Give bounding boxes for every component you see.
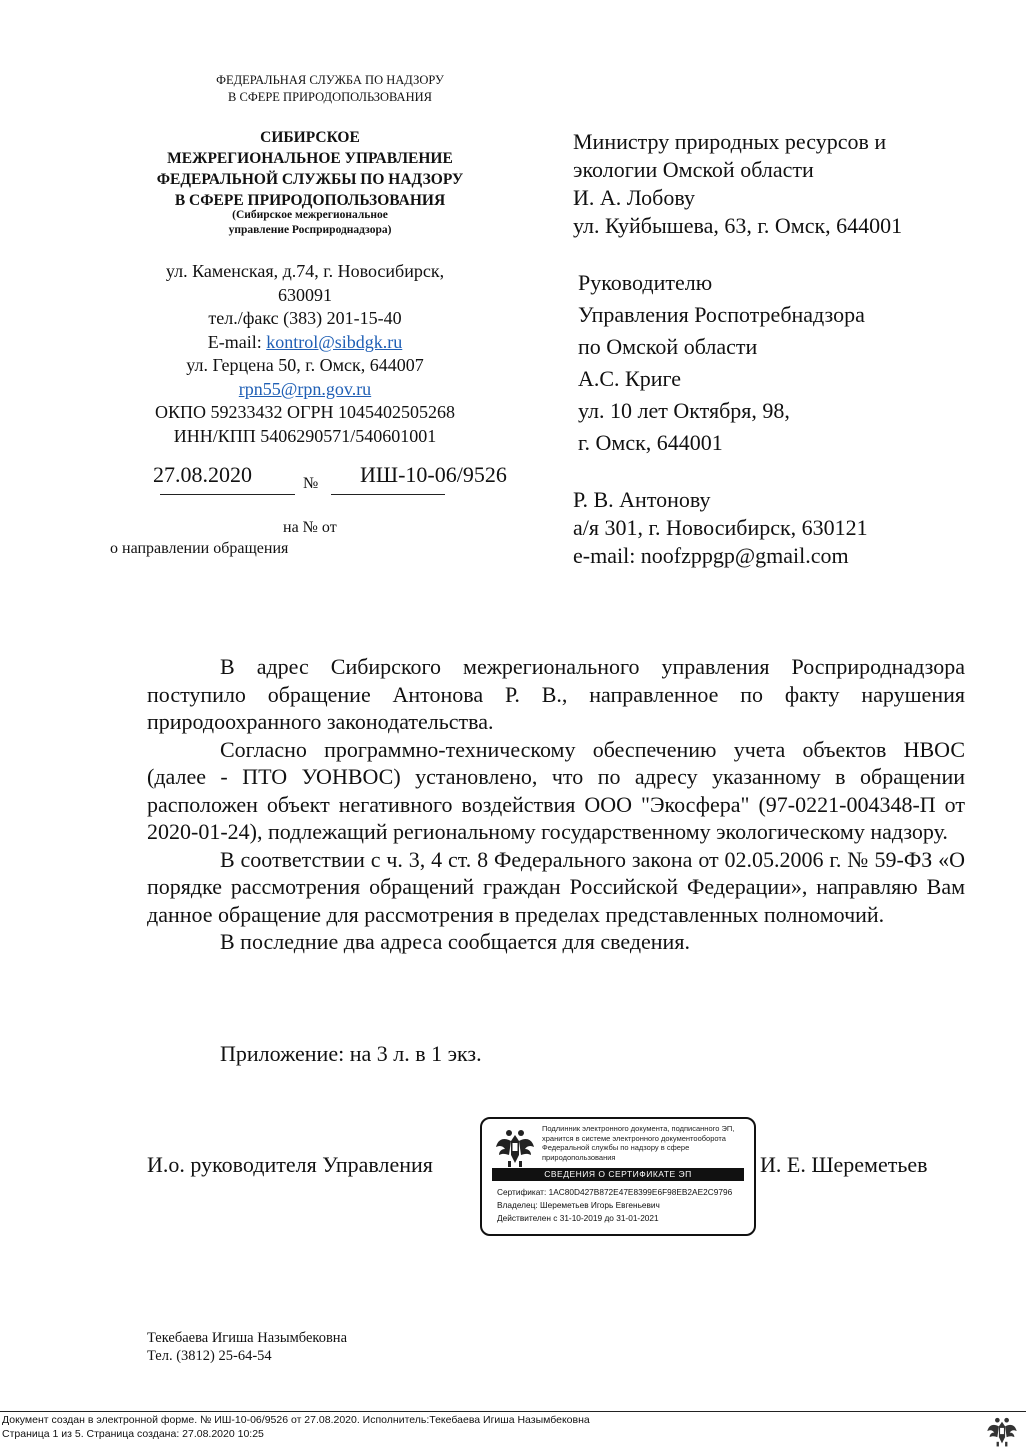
organization-name-line: СИБИРСКОЕ — [260, 129, 360, 146]
email-link-rpn55[interactable]: rpn55@rpn.gov.ru — [238, 378, 372, 399]
number-sign: № — [303, 475, 319, 492]
footer-divider — [0, 1411, 1026, 1412]
appendix-note: Приложение: на 3 л. в 1 экз. — [220, 1041, 482, 1066]
addressee-ministry — [573, 128, 902, 240]
addressee-line: Руководителю — [578, 270, 713, 295]
email-line — [100, 331, 510, 355]
organization-name-line: МЕЖРЕГИОНАЛЬНОЕ УПРАВЛЕНИЕ — [167, 150, 453, 167]
certificate-number: Сертификат: 1AC80D427B872E47E8399E6F98EB2AE2C9796 — [497, 1187, 733, 1197]
organization-short-name — [110, 208, 510, 238]
addressee-line: а/я 301, г. Новосибирск, 630121 — [573, 515, 868, 540]
number-underline — [331, 494, 445, 495]
organization-contacts — [100, 260, 510, 448]
agency-header — [130, 72, 530, 106]
executor-name: Текебаева Игиша Назымбековна — [147, 1330, 348, 1346]
addressee-line: г. Омск, 644001 — [578, 430, 723, 455]
organization-name-line: В СФЕРЕ ПРИРОДОПОЛЬЗОВАНИЯ — [174, 192, 446, 209]
footer-document-info: Документ создан в электронной форме. № ИШ-10-06/9526 от 27.08.2020. Исполнитель:Текебаева Игиша Назымбековна — [2, 1414, 590, 1426]
footer-page-info: Страница 1 из 5. Страница создана: 27.08.2020 10:25 — [2, 1428, 264, 1440]
certificate-validity: Действителен с 31-10-2019 до 31-01-2021 — [497, 1213, 659, 1223]
agency-header-line: ФЕДЕРАЛЬНАЯ СЛУЖБА ПО НАДЗОРУ — [216, 73, 444, 87]
agency-header-line: В СФЕРЕ ПРИРОДОПОЛЬЗОВАНИЯ — [228, 90, 432, 104]
addressee-line: Управления Роспотребнадзора — [578, 302, 865, 327]
omsk-address: ул. Герцена 50, г. Омск, 644007 — [186, 355, 424, 375]
organization-name-line: ФЕДЕРАЛЬНОЙ СЛУЖБЫ ПО НАДЗОРУ — [156, 171, 464, 188]
addressee-line: ул. Куйбышева, 63, г. Омск, 644001 — [573, 213, 903, 238]
executor-phone: Тел. (3812) 25-64-54 — [147, 1348, 272, 1364]
addressee-line: Министру природных ресурсов и — [573, 129, 887, 154]
signer-title: И.о. руководителя Управления — [147, 1152, 433, 1177]
email-label: E-mail: — [207, 331, 267, 352]
letter-subject: о направлении обращения — [110, 540, 289, 557]
addressee-line: И. А. Лобову — [573, 185, 695, 210]
executor-info — [147, 1329, 347, 1365]
email-line-2 — [100, 378, 510, 402]
registration-date: 27.08.2020 — [153, 462, 252, 487]
stamp-note: Подлинник электронного документа, подписанного ЭП, хранится в системе электронного документооборота Федеральной службы по надзору в сфере природопользования — [542, 1124, 735, 1162]
signer-name: И. Е. Шереметьев — [760, 1152, 928, 1177]
addressee-line: Р. В. Антонову — [573, 487, 711, 512]
addressee-applicant — [573, 486, 868, 570]
okpo-ogrn: ОКПО 59233432 ОГРН 1045402505268 — [155, 402, 455, 422]
certificate-owner: Владелец: Шереметьев Игорь Евгеньевич — [497, 1200, 660, 1210]
address-line: ул. Каменская, д.74, г. Новосибирск, — [165, 261, 445, 281]
inn-kpp: ИНН/КПП 5406290571/540601001 — [173, 425, 437, 446]
date-underline — [160, 494, 295, 495]
body-paragraph: В соответствии с ч. 3, 4 ст. 8 Федерального закона от 02.05.2006 г. № 59-ФЗ «О порядке рассмотрения обращений граждан Российской Федерации», направляю Вам данное обращение для рассмотрения в пределах представленных полномочий. — [147, 846, 965, 927]
email-link-kontrol[interactable]: kontrol@sibdgk.ru — [266, 331, 403, 352]
certificate-header: СВЕДЕНИЯ О СЕРТИФИКАТЕ ЭП — [492, 1168, 744, 1181]
reference-line: на № от — [283, 519, 337, 536]
letter-body — [147, 653, 965, 956]
postcode: 630091 — [278, 284, 332, 305]
body-paragraph: В адрес Сибирского межрегионального управления Росприроднадзора поступило обращение Антонова Р. В., направленное по факту нарушения природоохранного законодательства. — [147, 654, 965, 734]
electronic-signature-stamp — [480, 1117, 756, 1236]
addressee-line: ул. 10 лет Октября, 98, — [578, 398, 790, 423]
organization-short-line: (Сибирское межрегиональное — [232, 209, 388, 221]
addressee-line: экологии Омской области — [573, 157, 814, 182]
addressee-line: e-mail: noofzppgp@gmail.com — [573, 543, 849, 568]
addressee-rospotrebnadzor — [578, 267, 865, 459]
organization-name — [110, 127, 510, 211]
addressee-line: А.С. Криге — [578, 366, 682, 391]
page-footer — [2, 1413, 590, 1441]
body-paragraph: В последние два адреса сообщается для сведения. — [220, 929, 690, 954]
coat-of-arms-icon — [985, 1414, 1019, 1448]
organization-short-line: управление Росприроднадзора) — [228, 224, 392, 236]
certificate-details — [497, 1186, 732, 1225]
coat-of-arms-icon — [494, 1125, 536, 1169]
body-paragraph: Согласно программно-техническому обеспечению учета объектов НВОС (далее - ПТО УОНВОС) установлено, что по адресу указанному в обращении расположен объект негативного воздействия ООО "Экосфера" (97-0221-004348-П от 2020-01-24), подлежащий региональному государственному экологическому надзору. — [147, 736, 965, 844]
addressee-line: по Омской области — [578, 334, 758, 359]
registration-number: ИШ-10-06/9526 — [360, 462, 507, 487]
phone-fax: тел./факс (383) 201-15-40 — [208, 308, 402, 328]
